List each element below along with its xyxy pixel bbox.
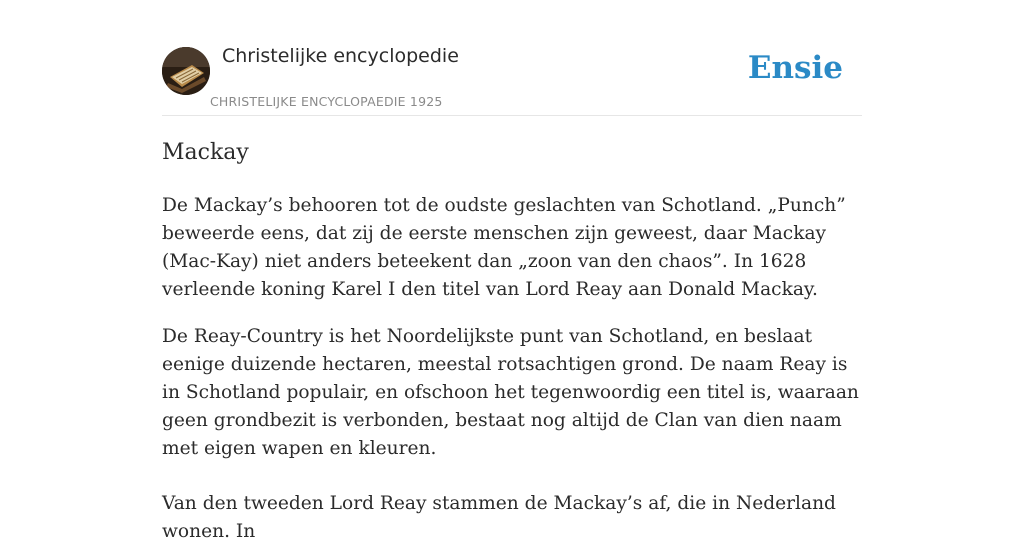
article-title: Mackay: [162, 140, 249, 165]
book-icon: [162, 47, 210, 95]
publication-header: [162, 0, 862, 116]
publication-name[interactable]: Christelijke encyclopedie: [222, 45, 459, 67]
article-paragraph: De Mackay’s behooren tot de oudste geslachten van Schotland. „Punch” beweerde eens, dat zij de eerste menschen zijn geweest, daar Mackay (Mac-Kay) niet anders beteekent dan „zoon van den chaos”. In 1628 verleende koning Karel I den titel van Lord Reay aan Donald Mackay.: [162, 195, 846, 300]
article-paragraph: Van den tweeden Lord Reay stammen de Mackay’s af, die in Nederland wonen. In: [162, 493, 836, 542]
publication-subtitle[interactable]: CHRISTELIJKE ENCYCLOPAEDIE 1925: [210, 94, 443, 109]
ensie-logo-link[interactable]: Ensie: [747, 50, 843, 86]
page-container: [162, 0, 862, 542]
publication-avatar[interactable]: [162, 47, 210, 95]
article-paragraph: De Reay-Country is het Noordelijkste punt van Schotland, en beslaat eenige duizende hectaren, meestal rotsachtigen grond. De naam Reay is in Schotland populair, en ofschoon het tegenwoordig een titel is, waaraan geen grondbezit is verbonden, bestaat nog altijd de Clan van dien naam met eigen wapen en kleuren.: [162, 326, 859, 459]
